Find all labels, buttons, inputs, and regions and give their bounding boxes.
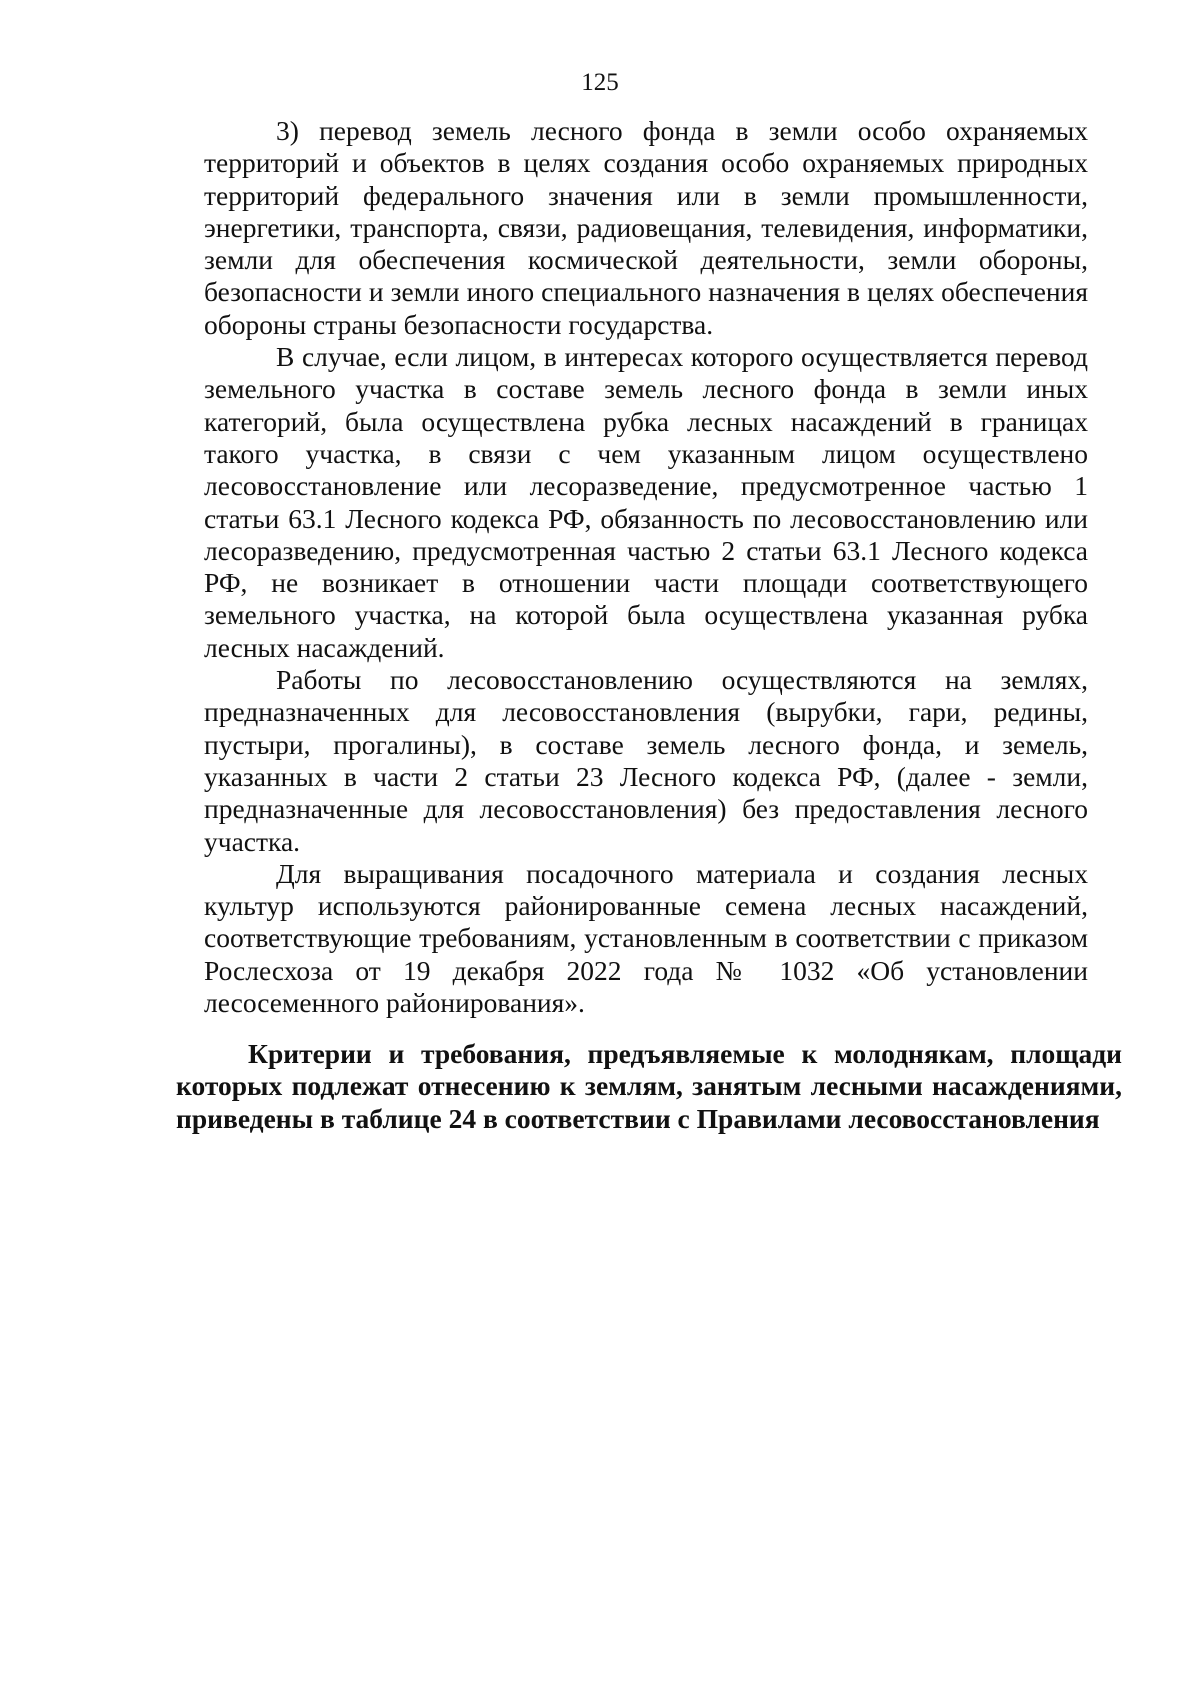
paragraph-land-transfer: 3) перевод земель лесного фонда в земли особо охраняемых территорий и объектов в целях создания особо охраняемых природных территорий федерального значения или в земли промышленности, энергетики, транспорта, связи, радиовещания, телевидения, информатики, земли для обеспечения космической деятельности, земли обороны, безопасности и земли иного специального назначения в целях обеспечения обороны страны безопасности государства. bbox=[204, 115, 1088, 340]
paragraph-reforestation-works: Работы по лесовосстановлению осуществляются на землях, предназначенных для лесовосстановления (вырубки, гари, редины, пустыри, прогалины), в составе земель лесного фонда, и земель, указанных в части 2 статьи 23 Лесного кодекса РФ, (далее - земли, предназначенные для лесовосстановления) без предоставления лесного участка. bbox=[204, 664, 1088, 857]
paragraph-young-stand-criteria: Критерии и требования, предъявляемые к молоднякам, площади которых подлежат отнесению к землям, занятым лесными насаждениями, приведены в таблице 24 в соответствии с Правилами лесовосстановления bbox=[176, 1038, 1122, 1134]
paragraph-planting-material: Для выращивания посадочного материала и создания лесных культур используются районированные семена лесных насаждений, соответствующие требованиям, установленным в соответствии с приказом Рослесхоза от 19 декабря 2022 года № 1032 «Об установлении лесосеменного районирования». bbox=[204, 857, 1088, 1019]
paragraph-logging-case: В случае, если лицом, в интересах которого осуществляется перевод земельного участка в составе земель лесного фонда в земли иных категорий, была осуществлена рубка лесных насаждений в границах такого участка, в связи с чем указанным лицом осуществлено лесовосстановление или лесоразведение, предусмотренное частью 1 статьи 63.1 Лесного кодекса РФ, обязанность по лесовосстановлению или лесоразведению, предусмотренная частью 2 статьи 63.1 Лесного кодекса РФ, не возникает в отношении части площади соответствующего земельного участка, на которой была осуществлена указанная рубка лесных насаждений. bbox=[204, 341, 1088, 663]
page-number: 125 bbox=[581, 69, 619, 96]
document-body bbox=[204, 115, 1088, 1019]
